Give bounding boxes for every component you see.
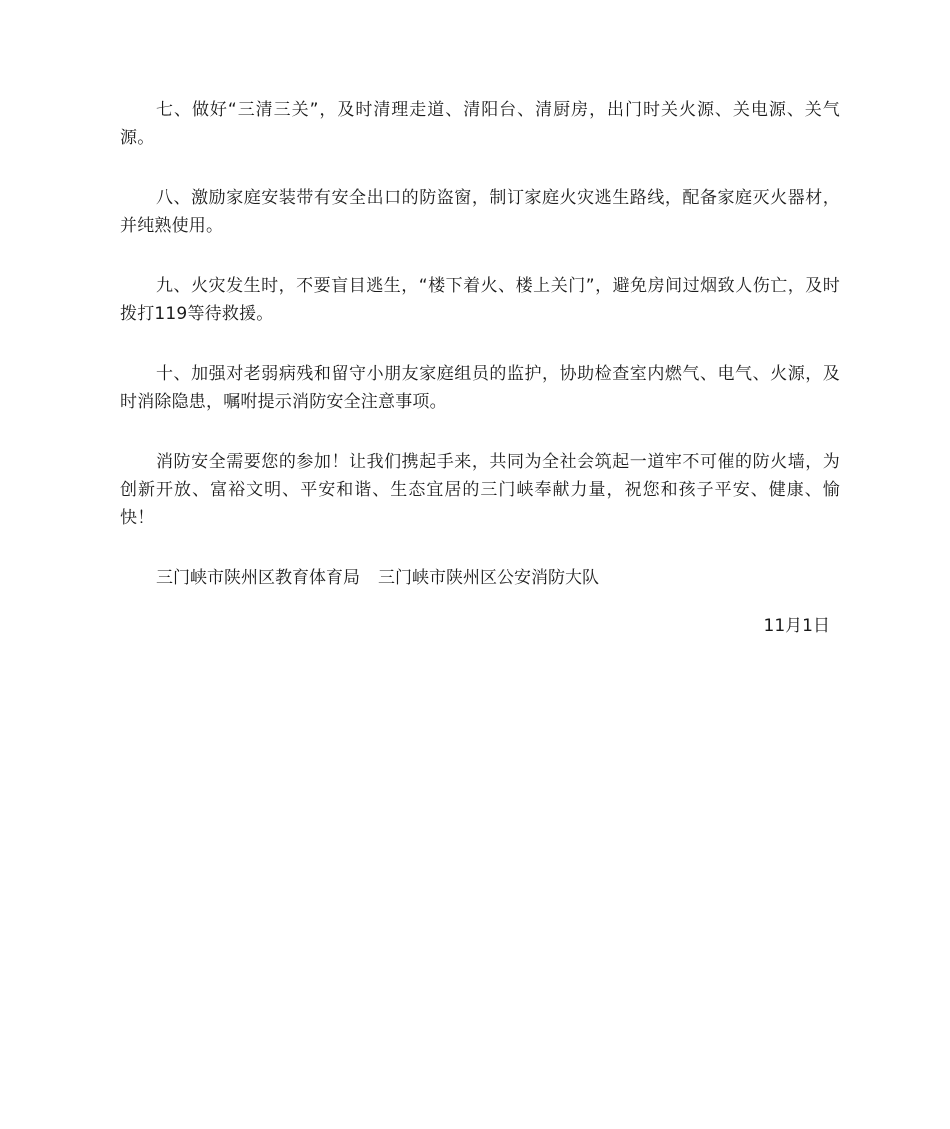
paragraph-item-8: 八、激励家庭安装带有安全出口的防盗窗，制订家庭火灾逃生路线，配备家庭灭火器材，并纯熟使用。 [120, 188, 840, 236]
paragraph-item-7: 七、做好“三清三关”，及时清理走道、清阳台、清厨房，出门时关火源、关电源、关气源。 [120, 100, 840, 148]
closing-paragraph: 消防安全需要您的参加！让我们携起手来，共同为全社会筑起一道牢不可催的防火墙，为创新开放、富裕文明、平安和谐、生态宜居的三门峡奉献力量，祝您和孩子平安、健康、愉快！ [120, 452, 840, 528]
document-body [120, 96, 840, 640]
paragraph-item-9: 九、火灾发生时，不要盲目逃生，“楼下着火、楼上关门”，避免房间过烟致人伤亡，及时拨打119等待救援。 [120, 276, 840, 324]
signature-line [120, 564, 840, 592]
paragraph-item-10: 十、加强对老弱病残和留守小朋友家庭组员的监护，协助检查室内燃气、电气、火源，及时消除隐患，嘱咐提示消防安全注意事项。 [120, 364, 840, 412]
document-date: 11月1日 [763, 616, 830, 636]
signer-education-bureau: 三门峡市陕州区教育体育局 [156, 568, 360, 588]
signer-fire-brigade: 三门峡市陕州区公安消防大队 [378, 568, 599, 588]
